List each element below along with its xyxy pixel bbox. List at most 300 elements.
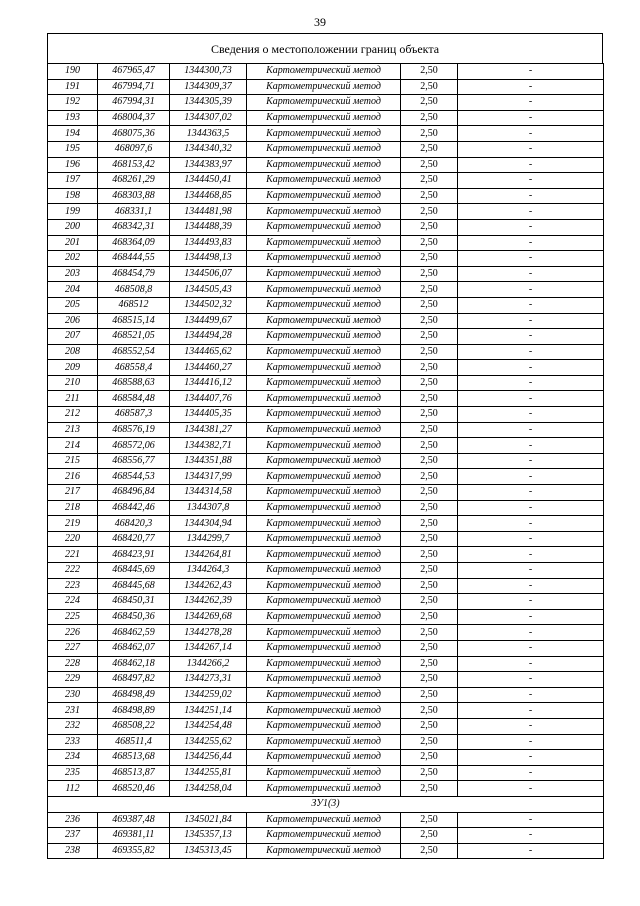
- description-cell: -: [458, 765, 604, 781]
- y-coordinate-cell: 1344481,98: [170, 204, 247, 220]
- method-cell: Картометрический метод: [247, 469, 401, 485]
- method-cell: Картометрический метод: [247, 625, 401, 641]
- description-cell: -: [458, 828, 604, 844]
- description-cell: -: [458, 453, 604, 469]
- table-row: [48, 219, 604, 235]
- point-number-cell: 222: [48, 563, 98, 579]
- accuracy-cell: 2,50: [401, 282, 458, 298]
- point-number-cell: 235: [48, 765, 98, 781]
- x-coordinate-cell: 468420,77: [98, 531, 170, 547]
- description-cell: -: [458, 219, 604, 235]
- x-coordinate-cell: 468342,31: [98, 219, 170, 235]
- accuracy-cell: 2,50: [401, 625, 458, 641]
- y-coordinate-cell: 1344317,99: [170, 469, 247, 485]
- y-coordinate-cell: 1344499,67: [170, 313, 247, 329]
- table-row: [48, 266, 604, 282]
- y-coordinate-cell: 1344300,73: [170, 64, 247, 80]
- accuracy-cell: 2,50: [401, 438, 458, 454]
- table-row: [48, 531, 604, 547]
- table-row: [48, 625, 604, 641]
- table-row: [48, 157, 604, 173]
- y-coordinate-cell: 1344309,37: [170, 79, 247, 95]
- accuracy-cell: 2,50: [401, 375, 458, 391]
- description-cell: -: [458, 313, 604, 329]
- table-row: [48, 656, 604, 672]
- point-number-cell: 215: [48, 453, 98, 469]
- x-coordinate-cell: 468572,06: [98, 438, 170, 454]
- y-coordinate-cell: 1344468,85: [170, 188, 247, 204]
- point-number-cell: 199: [48, 204, 98, 220]
- accuracy-cell: 2,50: [401, 266, 458, 282]
- y-coordinate-cell: 1344305,39: [170, 95, 247, 111]
- description-cell: -: [458, 235, 604, 251]
- x-coordinate-cell: 468423,91: [98, 547, 170, 563]
- description-cell: -: [458, 157, 604, 173]
- point-number-cell: 202: [48, 251, 98, 267]
- method-cell: Картометрический метод: [247, 812, 401, 828]
- x-coordinate-cell: 468445,68: [98, 578, 170, 594]
- point-number-cell: 221: [48, 547, 98, 563]
- point-number-cell: 226: [48, 625, 98, 641]
- description-cell: -: [458, 531, 604, 547]
- table-row: [48, 734, 604, 750]
- description-cell: -: [458, 438, 604, 454]
- point-number-cell: 198: [48, 188, 98, 204]
- y-coordinate-cell: 1344314,58: [170, 485, 247, 501]
- x-coordinate-cell: 469355,82: [98, 843, 170, 859]
- method-cell: Картометрический метод: [247, 141, 401, 157]
- accuracy-cell: 2,50: [401, 64, 458, 80]
- table-row: [48, 438, 604, 454]
- method-cell: Картометрический метод: [247, 297, 401, 313]
- point-number-cell: 231: [48, 703, 98, 719]
- accuracy-cell: 2,50: [401, 126, 458, 142]
- point-number-cell: 210: [48, 375, 98, 391]
- point-number-cell: 196: [48, 157, 98, 173]
- y-coordinate-cell: 1344251,14: [170, 703, 247, 719]
- point-number-cell: 228: [48, 656, 98, 672]
- x-coordinate-cell: 468498,49: [98, 687, 170, 703]
- section-row: [48, 796, 604, 812]
- description-cell: -: [458, 687, 604, 703]
- description-cell: -: [458, 282, 604, 298]
- y-coordinate-cell: 1344493,83: [170, 235, 247, 251]
- point-number-cell: 238: [48, 843, 98, 859]
- point-number-cell: 211: [48, 391, 98, 407]
- point-number-cell: 223: [48, 578, 98, 594]
- description-cell: -: [458, 173, 604, 189]
- point-number-cell: 206: [48, 313, 98, 329]
- y-coordinate-cell: 1344383,97: [170, 157, 247, 173]
- y-coordinate-cell: 1344254,48: [170, 718, 247, 734]
- x-coordinate-cell: 468520,46: [98, 781, 170, 797]
- method-cell: Картометрический метод: [247, 718, 401, 734]
- description-cell: -: [458, 375, 604, 391]
- y-coordinate-cell: 1344264,81: [170, 547, 247, 563]
- x-coordinate-cell: 468462,18: [98, 656, 170, 672]
- table-row: [48, 594, 604, 610]
- x-coordinate-cell: 468261,29: [98, 173, 170, 189]
- description-cell: -: [458, 672, 604, 688]
- y-coordinate-cell: 1344340,32: [170, 141, 247, 157]
- accuracy-cell: 2,50: [401, 843, 458, 859]
- accuracy-cell: 2,50: [401, 750, 458, 766]
- method-cell: Картометрический метод: [247, 594, 401, 610]
- description-cell: -: [458, 718, 604, 734]
- point-number-cell: 190: [48, 64, 98, 80]
- method-cell: Картометрический метод: [247, 204, 401, 220]
- accuracy-cell: 2,50: [401, 251, 458, 267]
- point-number-cell: 232: [48, 718, 98, 734]
- accuracy-cell: 2,50: [401, 734, 458, 750]
- method-cell: Картометрический метод: [247, 79, 401, 95]
- y-coordinate-cell: 1344416,12: [170, 375, 247, 391]
- x-coordinate-cell: 468364,09: [98, 235, 170, 251]
- point-number-cell: 205: [48, 297, 98, 313]
- y-coordinate-cell: 1344255,62: [170, 734, 247, 750]
- x-coordinate-cell: 468587,3: [98, 407, 170, 423]
- y-coordinate-cell: 1344488,39: [170, 219, 247, 235]
- accuracy-cell: 2,50: [401, 485, 458, 501]
- description-cell: -: [458, 609, 604, 625]
- coordinates-table: [47, 63, 604, 859]
- table-row: [48, 235, 604, 251]
- accuracy-cell: 2,50: [401, 781, 458, 797]
- table-row: [48, 251, 604, 267]
- y-coordinate-cell: 1344351,88: [170, 453, 247, 469]
- method-cell: Картометрический метод: [247, 453, 401, 469]
- accuracy-cell: 2,50: [401, 79, 458, 95]
- method-cell: Картометрический метод: [247, 828, 401, 844]
- table-row: [48, 141, 604, 157]
- table-row: [48, 469, 604, 485]
- y-coordinate-cell: 1344266,2: [170, 656, 247, 672]
- table-row: [48, 360, 604, 376]
- table-row: [48, 718, 604, 734]
- y-coordinate-cell: 1344304,94: [170, 516, 247, 532]
- y-coordinate-cell: 1344460,27: [170, 360, 247, 376]
- method-cell: Картометрический метод: [247, 188, 401, 204]
- section-label: ЗУ1(3): [48, 796, 604, 812]
- x-coordinate-cell: 468511,4: [98, 734, 170, 750]
- method-cell: Картометрический метод: [247, 750, 401, 766]
- point-number-cell: 225: [48, 609, 98, 625]
- accuracy-cell: 2,50: [401, 531, 458, 547]
- accuracy-cell: 2,50: [401, 297, 458, 313]
- accuracy-cell: 2,50: [401, 828, 458, 844]
- method-cell: Картометрический метод: [247, 703, 401, 719]
- table-row: [48, 204, 604, 220]
- method-cell: Картометрический метод: [247, 609, 401, 625]
- x-coordinate-cell: 468544,53: [98, 469, 170, 485]
- point-number-cell: 201: [48, 235, 98, 251]
- x-coordinate-cell: 468513,87: [98, 765, 170, 781]
- description-cell: -: [458, 750, 604, 766]
- x-coordinate-cell: 468588,63: [98, 375, 170, 391]
- y-coordinate-cell: 1344255,81: [170, 765, 247, 781]
- method-cell: Картометрический метод: [247, 734, 401, 750]
- description-cell: -: [458, 126, 604, 142]
- point-number-cell: 219: [48, 516, 98, 532]
- accuracy-cell: 2,50: [401, 469, 458, 485]
- description-cell: -: [458, 329, 604, 345]
- x-coordinate-cell: 468454,79: [98, 266, 170, 282]
- table-row: [48, 485, 604, 501]
- accuracy-cell: 2,50: [401, 563, 458, 579]
- point-number-cell: 216: [48, 469, 98, 485]
- table-row: [48, 64, 604, 80]
- method-cell: Картометрический метод: [247, 843, 401, 859]
- method-cell: Картометрический метод: [247, 282, 401, 298]
- method-cell: Картометрический метод: [247, 656, 401, 672]
- x-coordinate-cell: 468462,59: [98, 625, 170, 641]
- description-cell: -: [458, 812, 604, 828]
- accuracy-cell: 2,50: [401, 110, 458, 126]
- accuracy-cell: 2,50: [401, 204, 458, 220]
- point-number-cell: 237: [48, 828, 98, 844]
- x-coordinate-cell: 468303,88: [98, 188, 170, 204]
- accuracy-cell: 2,50: [401, 656, 458, 672]
- method-cell: Картометрический метод: [247, 266, 401, 282]
- x-coordinate-cell: 468556,77: [98, 453, 170, 469]
- point-number-cell: 197: [48, 173, 98, 189]
- table-row: [48, 79, 604, 95]
- description-cell: -: [458, 251, 604, 267]
- method-cell: Картометрический метод: [247, 563, 401, 579]
- point-number-cell: 218: [48, 500, 98, 516]
- description-cell: -: [458, 578, 604, 594]
- y-coordinate-cell: 1344498,13: [170, 251, 247, 267]
- accuracy-cell: 2,50: [401, 157, 458, 173]
- description-cell: -: [458, 141, 604, 157]
- y-coordinate-cell: 1344262,43: [170, 578, 247, 594]
- description-cell: -: [458, 297, 604, 313]
- x-coordinate-cell: 468558,4: [98, 360, 170, 376]
- y-coordinate-cell: 1344502,32: [170, 297, 247, 313]
- point-number-cell: 214: [48, 438, 98, 454]
- x-coordinate-cell: 468496,84: [98, 485, 170, 501]
- point-number-cell: 191: [48, 79, 98, 95]
- method-cell: Картометрический метод: [247, 95, 401, 111]
- x-coordinate-cell: 468513,68: [98, 750, 170, 766]
- description-cell: -: [458, 188, 604, 204]
- description-cell: -: [458, 516, 604, 532]
- x-coordinate-cell: 467965,47: [98, 64, 170, 80]
- accuracy-cell: 2,50: [401, 703, 458, 719]
- description-cell: -: [458, 843, 604, 859]
- description-cell: -: [458, 640, 604, 656]
- y-coordinate-cell: 1344405,35: [170, 407, 247, 423]
- table-row: [48, 422, 604, 438]
- point-number-cell: 193: [48, 110, 98, 126]
- description-cell: -: [458, 625, 604, 641]
- accuracy-cell: 2,50: [401, 173, 458, 189]
- y-coordinate-cell: 1344465,62: [170, 344, 247, 360]
- description-cell: -: [458, 407, 604, 423]
- method-cell: Картометрический метод: [247, 438, 401, 454]
- accuracy-cell: 2,50: [401, 672, 458, 688]
- x-coordinate-cell: 467994,31: [98, 95, 170, 111]
- x-coordinate-cell: 468584,48: [98, 391, 170, 407]
- accuracy-cell: 2,50: [401, 547, 458, 563]
- x-coordinate-cell: 468512: [98, 297, 170, 313]
- method-cell: Картометрический метод: [247, 485, 401, 501]
- y-coordinate-cell: 1344259,02: [170, 687, 247, 703]
- point-number-cell: 233: [48, 734, 98, 750]
- table-title: Сведения о местоположении границ объекта: [47, 33, 603, 63]
- x-coordinate-cell: 468498,89: [98, 703, 170, 719]
- point-number-cell: 194: [48, 126, 98, 142]
- method-cell: Картометрический метод: [247, 251, 401, 267]
- y-coordinate-cell: 1344258,04: [170, 781, 247, 797]
- accuracy-cell: 2,50: [401, 141, 458, 157]
- description-cell: -: [458, 391, 604, 407]
- table-row: [48, 843, 604, 859]
- accuracy-cell: 2,50: [401, 718, 458, 734]
- accuracy-cell: 2,50: [401, 313, 458, 329]
- description-cell: -: [458, 95, 604, 111]
- point-number-cell: 220: [48, 531, 98, 547]
- x-coordinate-cell: 468576,19: [98, 422, 170, 438]
- accuracy-cell: 2,50: [401, 360, 458, 376]
- description-cell: -: [458, 547, 604, 563]
- accuracy-cell: 2,50: [401, 329, 458, 345]
- method-cell: Картометрический метод: [247, 126, 401, 142]
- y-coordinate-cell: 1344381,27: [170, 422, 247, 438]
- x-coordinate-cell: 468075,36: [98, 126, 170, 142]
- table-row: [48, 672, 604, 688]
- point-number-cell: 229: [48, 672, 98, 688]
- description-cell: -: [458, 344, 604, 360]
- table-row: [48, 547, 604, 563]
- point-number-cell: 236: [48, 812, 98, 828]
- table-row: [48, 95, 604, 111]
- x-coordinate-cell: 468444,55: [98, 251, 170, 267]
- y-coordinate-cell: 1344407,76: [170, 391, 247, 407]
- accuracy-cell: 2,50: [401, 95, 458, 111]
- point-number-cell: 224: [48, 594, 98, 610]
- point-number-cell: 200: [48, 219, 98, 235]
- accuracy-cell: 2,50: [401, 391, 458, 407]
- table-row: [48, 516, 604, 532]
- x-coordinate-cell: 468153,42: [98, 157, 170, 173]
- y-coordinate-cell: 1344278,28: [170, 625, 247, 641]
- accuracy-cell: 2,50: [401, 407, 458, 423]
- accuracy-cell: 2,50: [401, 812, 458, 828]
- x-coordinate-cell: 468331,1: [98, 204, 170, 220]
- x-coordinate-cell: 468508,22: [98, 718, 170, 734]
- accuracy-cell: 2,50: [401, 188, 458, 204]
- x-coordinate-cell: 468420,3: [98, 516, 170, 532]
- method-cell: Картометрический метод: [247, 516, 401, 532]
- y-coordinate-cell: 1344363,5: [170, 126, 247, 142]
- method-cell: Картометрический метод: [247, 672, 401, 688]
- x-coordinate-cell: 468450,31: [98, 594, 170, 610]
- x-coordinate-cell: 467994,71: [98, 79, 170, 95]
- table-row: [48, 188, 604, 204]
- x-coordinate-cell: 468462,07: [98, 640, 170, 656]
- description-cell: -: [458, 204, 604, 220]
- point-number-cell: 207: [48, 329, 98, 345]
- point-number-cell: 192: [48, 95, 98, 111]
- description-cell: -: [458, 594, 604, 610]
- point-number-cell: 208: [48, 344, 98, 360]
- method-cell: Картометрический метод: [247, 407, 401, 423]
- y-coordinate-cell: 1344262,39: [170, 594, 247, 610]
- table-row: [48, 578, 604, 594]
- accuracy-cell: 2,50: [401, 516, 458, 532]
- accuracy-cell: 2,50: [401, 765, 458, 781]
- method-cell: Картометрический метод: [247, 329, 401, 345]
- point-number-cell: 212: [48, 407, 98, 423]
- method-cell: Картометрический метод: [247, 578, 401, 594]
- x-coordinate-cell: 469387,48: [98, 812, 170, 828]
- point-number-cell: 112: [48, 781, 98, 797]
- table-row: [48, 687, 604, 703]
- table-row: [48, 750, 604, 766]
- table-row: [48, 375, 604, 391]
- table-row: [48, 781, 604, 797]
- table-row: [48, 344, 604, 360]
- table-row: [48, 609, 604, 625]
- method-cell: Картометрический метод: [247, 313, 401, 329]
- method-cell: Картометрический метод: [247, 422, 401, 438]
- description-cell: -: [458, 469, 604, 485]
- y-coordinate-cell: 1344382,71: [170, 438, 247, 454]
- accuracy-cell: 2,50: [401, 235, 458, 251]
- accuracy-cell: 2,50: [401, 422, 458, 438]
- y-coordinate-cell: 1344307,02: [170, 110, 247, 126]
- y-coordinate-cell: 1344273,31: [170, 672, 247, 688]
- table-row: [48, 828, 604, 844]
- x-coordinate-cell: 468521,05: [98, 329, 170, 345]
- description-cell: -: [458, 703, 604, 719]
- accuracy-cell: 2,50: [401, 453, 458, 469]
- accuracy-cell: 2,50: [401, 500, 458, 516]
- description-cell: -: [458, 781, 604, 797]
- y-coordinate-cell: 1344307,8: [170, 500, 247, 516]
- y-coordinate-cell: 1345021,84: [170, 812, 247, 828]
- description-cell: -: [458, 64, 604, 80]
- table-row: [48, 329, 604, 345]
- method-cell: Картометрический метод: [247, 375, 401, 391]
- description-cell: -: [458, 734, 604, 750]
- method-cell: Картометрический метод: [247, 235, 401, 251]
- method-cell: Картометрический метод: [247, 781, 401, 797]
- accuracy-cell: 2,50: [401, 219, 458, 235]
- point-number-cell: 209: [48, 360, 98, 376]
- x-coordinate-cell: 468445,69: [98, 563, 170, 579]
- x-coordinate-cell: 468450,36: [98, 609, 170, 625]
- x-coordinate-cell: 469381,11: [98, 828, 170, 844]
- accuracy-cell: 2,50: [401, 609, 458, 625]
- y-coordinate-cell: 1344506,07: [170, 266, 247, 282]
- table-row: [48, 297, 604, 313]
- y-coordinate-cell: 1344256,44: [170, 750, 247, 766]
- table-row: [48, 453, 604, 469]
- method-cell: Картометрический метод: [247, 531, 401, 547]
- table-row: [48, 126, 604, 142]
- point-number-cell: 195: [48, 141, 98, 157]
- x-coordinate-cell: 468552,54: [98, 344, 170, 360]
- table-row: [48, 640, 604, 656]
- y-coordinate-cell: 1344299,7: [170, 531, 247, 547]
- table-row: [48, 110, 604, 126]
- y-coordinate-cell: 1344267,14: [170, 640, 247, 656]
- method-cell: Картометрический метод: [247, 640, 401, 656]
- description-cell: -: [458, 563, 604, 579]
- method-cell: Картометрический метод: [247, 687, 401, 703]
